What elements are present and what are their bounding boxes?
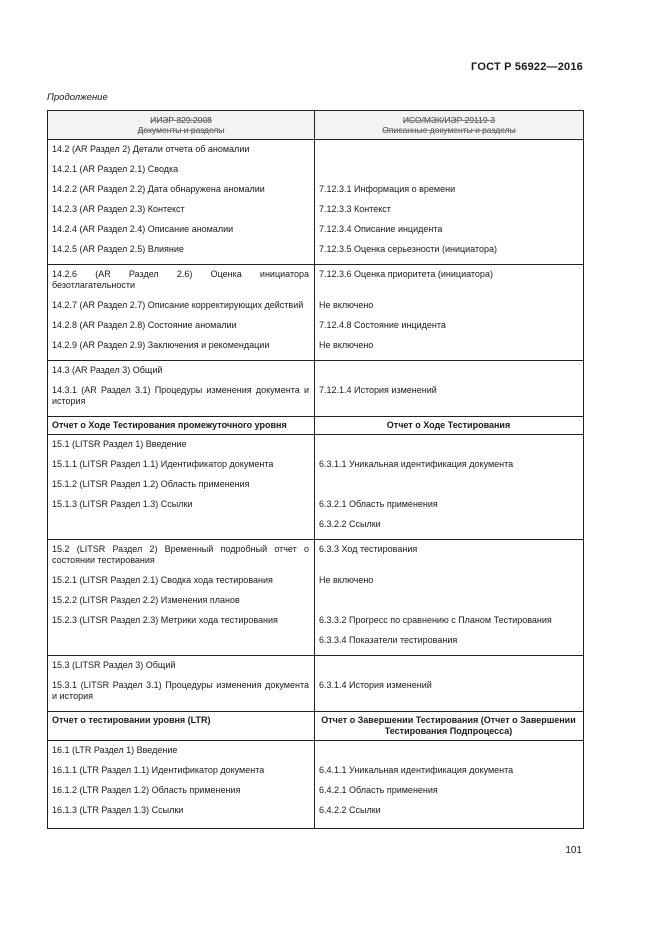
cell-text: 15.1 (LITSR Раздел 1) Введение (52, 439, 187, 449)
col1-header-standard: ИИЭР 829:2008 (150, 115, 212, 125)
cell-text: 15.3.1 (LITSR Раздел 3.1) Процедуры изменения документа и история (52, 680, 309, 701)
table-row (48, 595, 584, 615)
table-row (48, 320, 584, 340)
cell-iso-section (315, 519, 584, 540)
cell-iso-section (315, 320, 584, 340)
cell-ieee-section (48, 459, 315, 479)
cell-text: 15.3 (LITSR Раздел 3) Общий (52, 660, 176, 670)
cell-text (319, 365, 578, 374)
cell-text: 14.2 (AR Раздел 2) Детали отчета об аномалии (52, 144, 250, 154)
cell-iso-section (315, 615, 584, 635)
table-row (48, 385, 584, 417)
cell-ieee-section (48, 805, 315, 829)
cell-iso-section (315, 479, 584, 499)
cell-iso-section (315, 595, 584, 615)
cell-text (52, 635, 309, 644)
cell-iso-section (315, 300, 584, 320)
cell-iso-section (315, 459, 584, 479)
table-group-row (48, 741, 584, 766)
cell-text: 7.12.1.4 История изменений (319, 385, 437, 395)
cell-text (319, 595, 578, 604)
cell-text: 6.4.1.1 Уникальная идентификация документа (319, 765, 514, 775)
cell-text: 6.3.3.2 Прогресс по сравнению с Планом Тестирования (319, 615, 552, 625)
cell-iso-section (315, 340, 584, 361)
cell-ieee-section (48, 204, 315, 224)
cell-text: 14.3.1 (AR Раздел 3.1) Процедуры изменения документа и история (52, 385, 309, 406)
cell-text: Не включено (319, 300, 374, 310)
cell-text: Отчет о Ходе Тестирования (386, 420, 511, 430)
cell-iso-section (315, 184, 584, 204)
cell-text: 14.2.8 (AR Раздел 2.8) Состояние аномалии (52, 320, 237, 330)
table-row (48, 680, 584, 712)
cell-iso-section (315, 635, 584, 656)
table-row (48, 459, 584, 479)
cell-text: 14.2.2 (AR Раздел 2.2) Дата обнаружена аномалии (52, 184, 265, 194)
cell-text: 15.1.2 (LITSR Раздел 1.2) Область применения (52, 479, 250, 489)
table-group-row (48, 656, 584, 681)
cell-iso-section (315, 244, 584, 265)
cell-iso-section (315, 712, 584, 741)
cell-text: 14.2.6 (AR Раздел 2.6) Оценка инициатора безотлагательности (52, 269, 309, 290)
document-code: ГОСТ Р 56922—2016 (471, 61, 583, 73)
cell-ieee-section (48, 680, 315, 712)
cell-ieee-section (48, 519, 315, 540)
cell-text: 14.2.3 (AR Раздел 2.3) Контекст (52, 204, 185, 214)
table-header-row (48, 111, 584, 140)
table-row (48, 519, 584, 540)
col2-header-standard: ИСО/МЭК/ИЭР 29119-3 (402, 115, 496, 125)
table-row (48, 805, 584, 829)
cell-ieee-section (48, 244, 315, 265)
cell-text: 6.4.2.2 Ссылки (319, 805, 381, 815)
cell-text: 7.12.3.3 Контекст (319, 204, 391, 214)
cell-text: 6.4.2.1 Область применения (319, 785, 438, 795)
col1-header-caption: Документы и разделы (137, 125, 225, 135)
table-row (48, 204, 584, 224)
cell-ieee-section (48, 361, 315, 386)
cell-text: 14.2.5 (AR Раздел 2.5) Влияние (52, 244, 184, 254)
cell-ieee-section (48, 765, 315, 785)
cell-ieee-section (48, 499, 315, 519)
cell-ieee-section (48, 140, 315, 165)
cell-ieee-section (48, 385, 315, 417)
table-row (48, 615, 584, 635)
cell-text (52, 519, 309, 528)
cell-iso-section (315, 265, 584, 301)
cell-iso-section (315, 575, 584, 595)
cell-text: 6.3.1.1 Уникальная идентификация документа (319, 459, 514, 469)
table-subheader-row (48, 712, 584, 741)
cell-text (319, 164, 578, 173)
table-row (48, 300, 584, 320)
cell-ieee-section (48, 224, 315, 244)
cell-ieee-section (48, 712, 315, 741)
cell-text: 15.1.1 (LITSR Раздел 1.1) Идентификатор документа (52, 459, 274, 469)
cell-iso-section (315, 164, 584, 184)
table-row (48, 244, 584, 265)
cell-text: 15.1.3 (LITSR Раздел 1.3) Ссылки (52, 499, 193, 509)
table-group-row (48, 435, 584, 460)
cell-text: 6.3.2.1 Область применения (319, 499, 438, 509)
cell-ieee-section (48, 435, 315, 460)
col1-header (48, 111, 315, 140)
cell-text: 15.2.3 (LITSR Раздел 2.3) Метрики хода тестирования (52, 615, 278, 625)
table-row (48, 635, 584, 656)
cell-ieee-section (48, 300, 315, 320)
cell-iso-section (315, 435, 584, 460)
cell-ieee-section (48, 164, 315, 184)
page-number: 101 (565, 845, 582, 856)
cell-text: 7.12.3.1 Информация о времени (319, 184, 456, 194)
cell-text: 14.2.4 (AR Раздел 2.4) Описание аномалии (52, 224, 234, 234)
table-row (48, 224, 584, 244)
cell-iso-section (315, 805, 584, 829)
col2-header (315, 111, 584, 140)
cell-ieee-section (48, 540, 315, 576)
cell-text: 6.3.3.4 Показатели тестирования (319, 635, 458, 645)
table-body (48, 140, 584, 829)
cell-ieee-section (48, 635, 315, 656)
cell-ieee-section (48, 265, 315, 301)
cell-iso-section (315, 499, 584, 519)
cell-ieee-section (48, 615, 315, 635)
cell-text: 6.3.1.4 История изменений (319, 680, 432, 690)
cell-text: 16.1 (LTR Раздел 1) Введение (52, 745, 178, 755)
cell-ieee-section (48, 417, 315, 435)
correspondence-table (47, 110, 584, 829)
cell-ieee-section (48, 479, 315, 499)
cell-ieee-section (48, 575, 315, 595)
cell-iso-section (315, 361, 584, 386)
cell-iso-section (315, 680, 584, 712)
table-subheader-row (48, 417, 584, 435)
table-group-row (48, 361, 584, 386)
cell-text: 15.2 (LITSR Раздел 2) Временный подробный отчет о состоянии тестирования (52, 544, 309, 565)
cell-iso-section (315, 224, 584, 244)
cell-text: Отчет о Завершении Тестирования (Отчет о Завершении Тестирования Подпроцесса) (321, 715, 576, 736)
cell-text (319, 479, 578, 488)
cell-text: 14.2.1 (AR Раздел 2.1) Сводка (52, 164, 179, 174)
cell-ieee-section (48, 184, 315, 204)
cell-text (319, 660, 578, 669)
table-group-row (48, 265, 584, 301)
cell-ieee-section (48, 656, 315, 681)
cell-text (319, 144, 578, 153)
cell-text: 16.1.2 (LTR Раздел 1.2) Область применения (52, 785, 241, 795)
cell-text: 14.3 (AR Раздел 3) Общий (52, 365, 163, 375)
cell-text: 16.1.1 (LTR Раздел 1.1) Идентификатор документа (52, 765, 265, 775)
cell-ieee-section (48, 340, 315, 361)
cell-iso-section (315, 656, 584, 681)
cell-text: Не включено (319, 575, 374, 585)
cell-text: 14.2.9 (AR Раздел 2.9) Заключения и рекомендации (52, 340, 270, 350)
cell-text: 7.12.4.8 Состояние инцидента (319, 320, 446, 330)
table-row (48, 340, 584, 361)
cell-text: 7.12.3.4 Описание инцидента (319, 224, 443, 234)
cell-ieee-section (48, 595, 315, 615)
cell-text: Не включено (319, 340, 374, 350)
cell-text: 14.2.7 (AR Раздел 2.7) Описание корректирующих действий (52, 300, 304, 310)
table-row (48, 765, 584, 785)
table-row (48, 575, 584, 595)
cell-iso-section (315, 785, 584, 805)
col2-header-caption: Описанные документы и разделы (382, 125, 516, 135)
cell-text: 15.2.1 (LITSR Раздел 2.1) Сводка хода тестирования (52, 575, 273, 585)
cell-ieee-section (48, 741, 315, 766)
cell-iso-section (315, 140, 584, 165)
cell-iso-section (315, 417, 584, 435)
continuation-label: Продолжение (47, 92, 108, 103)
table-row (48, 479, 584, 499)
cell-text (319, 439, 578, 448)
cell-ieee-section (48, 785, 315, 805)
table-row (48, 184, 584, 204)
cell-text: 16.1.3 (LTR Раздел 1.3) Ссылки (52, 805, 184, 815)
cell-text: Отчет о тестировании уровня (LTR) (52, 715, 211, 725)
table-group-row (48, 540, 584, 576)
table-group-row (48, 140, 584, 165)
cell-ieee-section (48, 320, 315, 340)
cell-iso-section (315, 204, 584, 224)
cell-iso-section (315, 540, 584, 576)
cell-iso-section (315, 385, 584, 417)
cell-iso-section (315, 765, 584, 785)
cell-text (319, 745, 578, 754)
table-row (48, 164, 584, 184)
cell-iso-section (315, 741, 584, 766)
cell-text: 7.12.3.6 Оценка приоритета (инициатора) (319, 269, 493, 279)
table-row (48, 785, 584, 805)
cell-text: 6.3.3 Ход тестирования (319, 544, 418, 554)
table-row (48, 499, 584, 519)
cell-text: 15.2.2 (LITSR Раздел 2.2) Изменения планов (52, 595, 240, 605)
cell-text: Отчет о Ходе Тестирования промежуточного уровня (52, 420, 287, 430)
cell-text: 7.12.3.5 Оценка серьезности (инициатора) (319, 244, 498, 254)
cell-text: 6.3.2.2 Ссылки (319, 519, 381, 529)
